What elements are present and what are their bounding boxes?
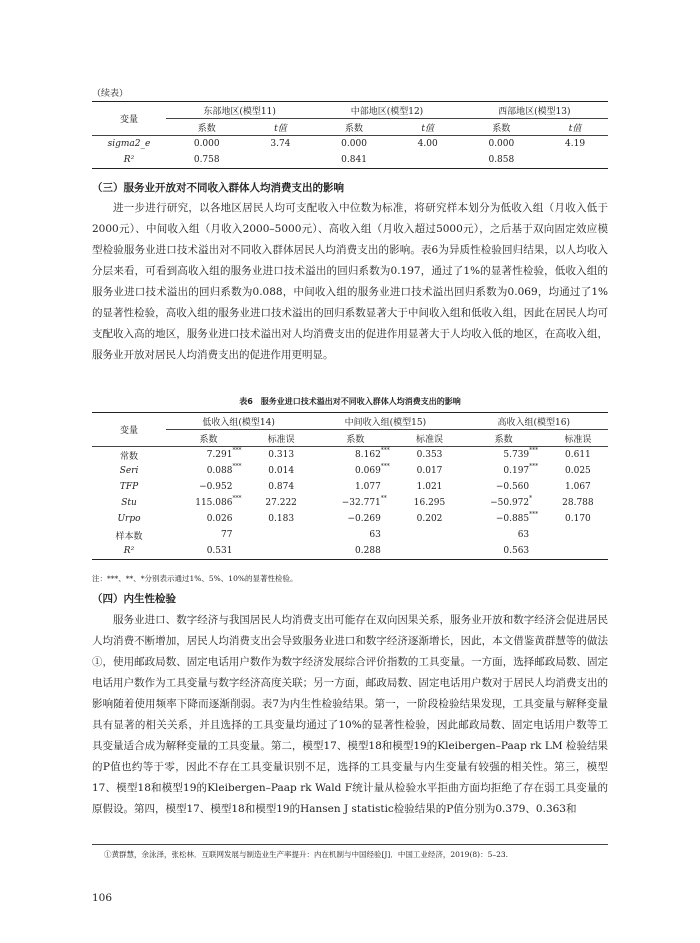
row-label: Stu xyxy=(121,498,137,508)
subheader: 系数 xyxy=(166,119,247,136)
coef-cell: 63 xyxy=(369,530,381,540)
std-error-cell: 0.874 xyxy=(268,482,295,492)
cell: 0.841 xyxy=(341,155,367,165)
significance-stars xyxy=(232,527,251,543)
coef-cell: 0.531 xyxy=(206,546,233,556)
significance-stars: * xyxy=(529,495,533,502)
significance-stars xyxy=(381,511,400,527)
group-header-high: 高收入组(模型16) xyxy=(460,413,608,430)
coef-cell: 63 xyxy=(517,530,530,540)
std-error-cell xyxy=(548,527,608,543)
variable-header: 变量 xyxy=(92,413,166,447)
group-header-central: 中部地区(模型12) xyxy=(313,102,460,119)
significance-stars: ** xyxy=(380,495,387,502)
std-error-cell: 16.295 xyxy=(413,498,446,508)
significance-stars xyxy=(529,527,548,543)
group-header-mid: 中间收入组(模型15) xyxy=(311,413,459,430)
row-label: TFP xyxy=(119,482,139,492)
std-error-cell xyxy=(399,543,459,560)
std-error-cell: 27.222 xyxy=(265,498,297,508)
variable-header: 变量 xyxy=(92,102,166,136)
coef-cell: −0.560 xyxy=(495,482,530,492)
row-label: 样本数 xyxy=(115,531,143,542)
significance-stars xyxy=(381,479,400,495)
cell: 0.000 xyxy=(193,139,220,149)
table-row xyxy=(92,543,608,560)
coef-cell: 0.026 xyxy=(206,514,233,524)
std-error-cell: 28.788 xyxy=(562,498,594,508)
cell: 0.000 xyxy=(341,139,367,149)
std-error-cell: 0.014 xyxy=(268,466,295,476)
table6-caption: 表6 服务业进口技术溢出对不同收入群体人均消费支出的影响 xyxy=(239,397,461,406)
coef-cell: −0.269 xyxy=(347,514,381,524)
significance-stars xyxy=(232,511,251,527)
continued-label: （续表） xyxy=(92,89,129,99)
subheader: 系数 xyxy=(313,119,394,136)
significance-stars: *** xyxy=(380,447,390,454)
coef-cell: 77 xyxy=(221,530,233,540)
page-number: 106 xyxy=(92,892,113,904)
group-header-west: 西部地区(模型13) xyxy=(461,102,608,119)
subheader: 标准误 xyxy=(251,430,311,447)
table-row xyxy=(92,511,608,527)
subheader: 标准误 xyxy=(399,430,459,447)
row-label: Urpo xyxy=(117,514,141,524)
coef-cell: 1.077 xyxy=(355,482,381,492)
table-row xyxy=(92,527,608,543)
row-label: 常数 xyxy=(119,451,138,462)
significance-stars xyxy=(232,543,251,560)
subheader: t值 xyxy=(542,119,608,136)
std-error-cell xyxy=(548,543,608,560)
coef-cell: 0.069 xyxy=(355,466,381,476)
std-error-cell: 0.202 xyxy=(416,514,443,524)
section-heading-3: （三）服务业开放对不同收入群体人均消费支出的影响 xyxy=(92,182,344,194)
significance-stars: *** xyxy=(529,463,539,470)
coef-cell: 5.739 xyxy=(503,450,530,460)
coef-cell: 0.563 xyxy=(503,546,530,556)
table-row xyxy=(92,463,608,479)
table6-note: 注：***、**、*分别表示通过1%、5%、10%的显著性检验。 xyxy=(92,574,298,583)
cell: 0.000 xyxy=(488,139,515,149)
row-label: Seri xyxy=(119,466,139,476)
std-error-cell xyxy=(251,543,311,560)
subheader: t值 xyxy=(247,119,313,136)
significance-stars xyxy=(529,543,548,560)
coef-cell: 7.291 xyxy=(206,450,233,460)
subheader: t值 xyxy=(395,119,461,136)
significance-stars: *** xyxy=(529,447,539,454)
cell: 0.858 xyxy=(488,155,515,165)
significance-stars xyxy=(529,479,548,495)
row-label: R² xyxy=(123,155,135,165)
significance-stars xyxy=(381,543,400,560)
section-heading-4: （四）内生性检验 xyxy=(92,593,176,605)
std-error-cell: 0.170 xyxy=(565,514,591,524)
std-error-cell: 0.611 xyxy=(565,450,591,460)
significance-stars: *** xyxy=(232,463,242,470)
table-row xyxy=(92,479,608,495)
table-row xyxy=(92,447,608,464)
table6 xyxy=(92,412,608,560)
subheader: 系数 xyxy=(461,119,542,136)
section-4-paragraph: 服务业进口、数字经济与我国居民人均消费支出可能存在双向因果关系，服务业开放和数字经济会促进居民人均消费不断增加，居民人均消费支出会导致服务业进口和数字经济逐渐增长，因此，本文借鉴黄群慧等的做法①，使用邮政局数、固定电话用户数作为数字经济发展综合评价指数的工具变量。一方面，选择邮政局数、固定电话用户数作为工具变量与数字经济高度关联；另一方面，邮政局数、固定电话用户数对于居民人均消费支出的影响随着使用频率下降而逐渐削弱。表7为内生性检验结果。第一，一阶段检验结果发现，工具变量与解释变量具有显著的相关关系，并且选择的工具变量均通过了10%的显著性检验，因此邮政局数、固定电话用户数等工具变量适合成为解释变量的工具变量。第二，模型17、模型18和模型19的Kleibergen–Paap rk LM 检验结果的P值也约等于零，因此不存在工具变量识别不足，选择的工具变量与内生变量有较强的相关性。第三，模型17、模型18和模型19的Kleibergen–Paap rk Wald F统计量从检验水平拒曲方面均拒绝了存在弱工具变量的原假设。第四，模型17、模型18和模型19的Hansen J statistic检验结果的P值分别为0.379、0.363和 xyxy=(92,614,608,815)
coef-cell: −32.771 xyxy=(341,498,381,508)
significance-stars xyxy=(381,527,400,543)
footnote: ①黄群慧，余泳泽，张松林．互联网发展与制造业生产率提升：内在机制与中国经验[J]．中国工业经济，2019(8)：5–23. xyxy=(92,844,608,860)
cell: 3.74 xyxy=(270,139,291,149)
coef-cell: 0.288 xyxy=(355,546,381,556)
section-3-paragraph: 进一步进行研究，以各地区居民人均可支配收入中位数为标准，将研究样本划分为低收入组（月收入低于2000元）、中间收入组（月收入2000–5000元）、高收入组（月收入超过5000元），之后基于双向固定效应模型检验服务业进口技术溢出对不同收入群体居民人均消费支出的影响。表6为异质性检验回归结果，以人均收入分层来看，可看到高收入组的服务业进口技术溢出的回归系数为0.197，通过了1%的显著性检验，低收入组的服务业进口技术溢出的回归系数为0.088，中间收入组的服务业进口技术溢出回归系数为0.069，均通过了1%的显著性检验，高收入组的服务业进口技术溢出的回归系数显著大于中间收入组和低收入组，因此在居民人均可支配收入高的地区，服务业进口技术溢出对人均消费支出的促进作用显著大于人均收入低的地区，在高收入组，服务业开放对居民人均消费支出的促进作用更明显。 xyxy=(92,202,608,361)
subheader: 系数 xyxy=(460,430,548,447)
coef-cell: 0.088 xyxy=(206,466,233,476)
std-error-cell xyxy=(399,527,459,543)
significance-stars: *** xyxy=(232,447,242,454)
row-label: sigma2_e xyxy=(107,139,151,149)
std-error-cell xyxy=(251,527,311,543)
group-header-low: 低收入组(模型14) xyxy=(166,413,311,430)
std-error-cell: 0.025 xyxy=(565,466,591,476)
table-row xyxy=(92,136,608,153)
significance-stars: *** xyxy=(232,495,242,502)
coef-cell: 8.162 xyxy=(355,450,381,460)
subheader: 系数 xyxy=(311,430,399,447)
subheader: 标准误 xyxy=(548,430,608,447)
std-error-cell: 1.067 xyxy=(565,482,591,492)
coef-cell: −0.885 xyxy=(495,514,530,524)
cell: 0.758 xyxy=(193,155,220,165)
std-error-cell: 0.313 xyxy=(268,450,295,460)
table-row xyxy=(92,152,608,169)
table-continued xyxy=(92,101,608,169)
significance-stars: *** xyxy=(529,511,539,518)
subheader: 系数 xyxy=(166,430,251,447)
coef-cell: 115.086 xyxy=(195,498,233,508)
cell xyxy=(247,152,313,169)
coef-cell: −50.972 xyxy=(490,498,530,508)
cell xyxy=(542,152,608,169)
std-error-cell: 0.183 xyxy=(268,514,295,524)
std-error-cell: 1.021 xyxy=(416,482,443,492)
group-header-east: 东部地区(模型11) xyxy=(166,102,313,119)
std-error-cell: 0.353 xyxy=(416,450,443,460)
cell: 4.19 xyxy=(565,139,586,149)
table-row xyxy=(92,495,608,511)
cell xyxy=(395,152,461,169)
coef-cell: 0.197 xyxy=(503,466,530,476)
significance-stars xyxy=(232,479,251,495)
std-error-cell: 0.017 xyxy=(416,466,443,476)
cell: 4.00 xyxy=(417,139,438,149)
coef-cell: −0.952 xyxy=(199,482,233,492)
row-label: R² xyxy=(123,546,135,556)
significance-stars: *** xyxy=(380,463,390,470)
